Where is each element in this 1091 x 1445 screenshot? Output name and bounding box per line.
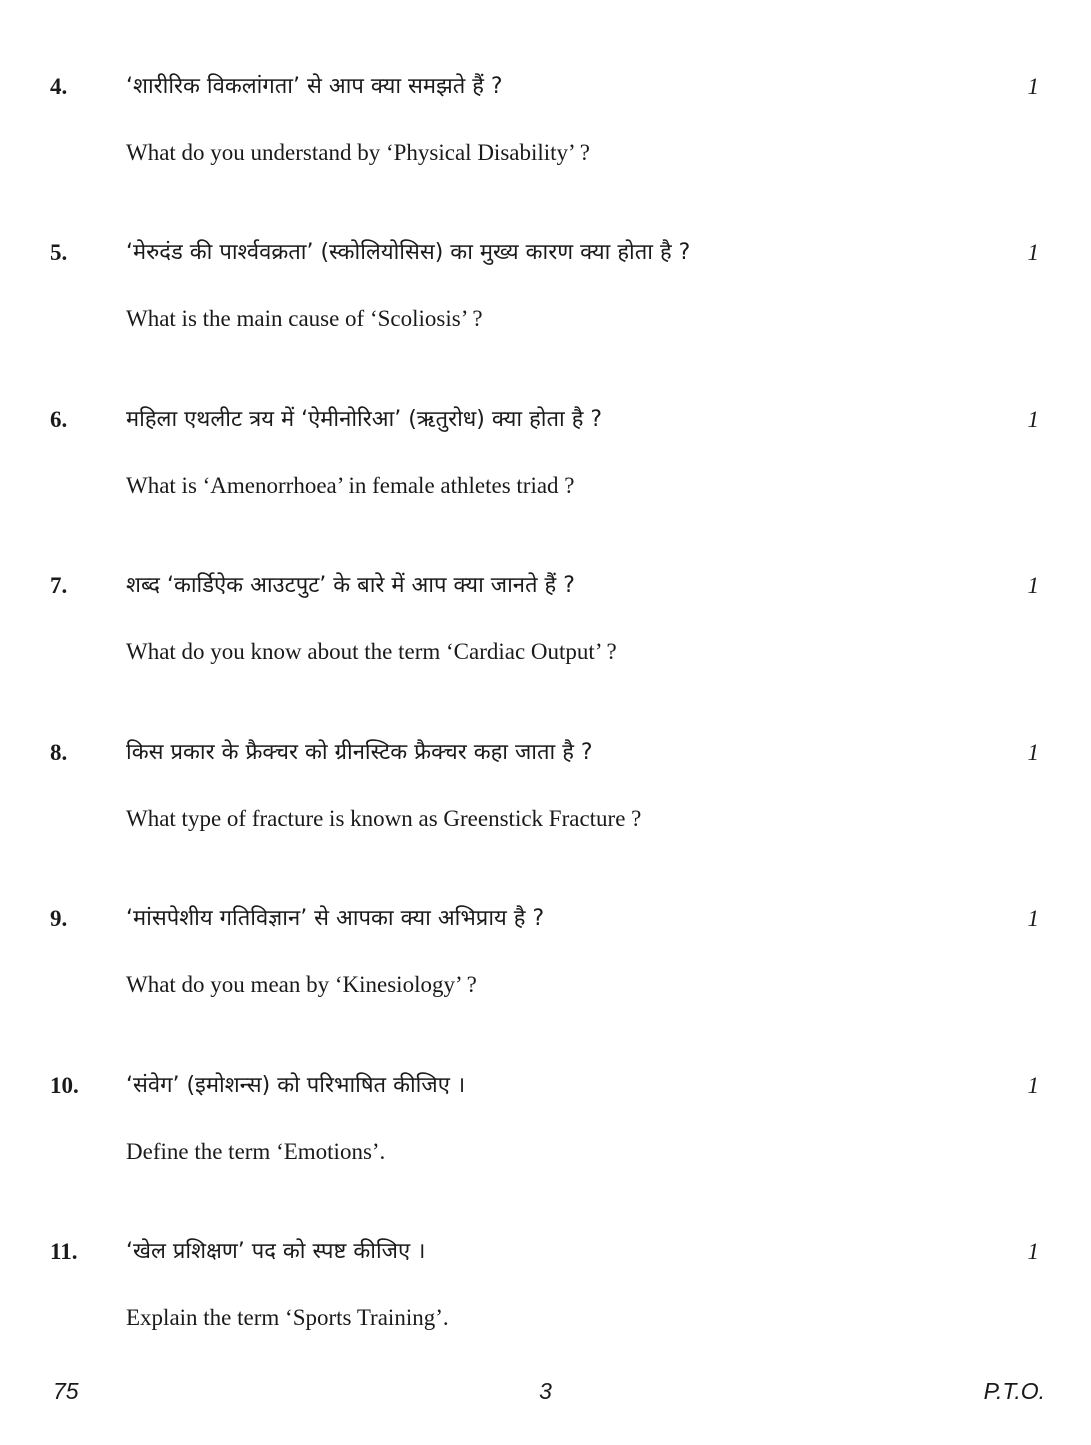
page-number: 3 bbox=[539, 1378, 552, 1404]
question-text-english: What do you understand by ‘Physical Disability’ ? bbox=[126, 140, 590, 165]
question-text-hindi: ‘संवेग’ (इमोशन्स) को परिभाषित कीजिए । bbox=[126, 1073, 466, 1098]
question-marks: 1 bbox=[1027, 1073, 1039, 1098]
question-text-hindi: ‘मेरुदंड की पार्श्ववक्रता’ (स्कोलियोसिस) का मुख्य कारण क्या होता है ? bbox=[126, 240, 691, 265]
question-marks: 1 bbox=[1027, 1239, 1039, 1264]
question-text-hindi: किस प्रकार के फ्रैक्चर को ग्रीनस्टिक फ्रैक्चर कहा जाता है ? bbox=[126, 740, 593, 765]
question-text-hindi: शब्द ‘कार्डिऐक आउटपुट’ के बारे में आप क्या जानते हैं ? bbox=[126, 573, 575, 598]
question-number: 4. bbox=[50, 74, 68, 99]
question-text-english: What do you mean by ‘Kinesiology’ ? bbox=[126, 972, 477, 997]
question-text-english: Explain the term ‘Sports Training’. bbox=[126, 1305, 449, 1330]
question-number: 7. bbox=[50, 573, 68, 598]
question-marks: 1 bbox=[1027, 240, 1039, 265]
question-text-hindi: महिला एथलीट त्रय में ‘ऐमीनोरिआ’ (ऋतुरोध) क्या होता है ? bbox=[126, 407, 603, 432]
question-10 bbox=[0, 1071, 1091, 1191]
question-number: 8. bbox=[50, 740, 68, 765]
question-text-english: What do you know about the term ‘Cardiac Output’ ? bbox=[126, 639, 617, 664]
question-marks: 1 bbox=[1027, 740, 1039, 765]
question-6 bbox=[0, 405, 1091, 525]
question-number: 9. bbox=[50, 906, 68, 931]
question-number: 5. bbox=[50, 240, 68, 265]
question-text-english: What is ‘Amenorrhoea’ in female athletes triad ? bbox=[126, 473, 575, 498]
question-text-hindi: ‘मांसपेशीय गतिविज्ञान’ से आपका क्या अभिप्राय है ? bbox=[126, 906, 545, 931]
paper-code: 75 bbox=[53, 1378, 79, 1404]
question-text-english: What is the main cause of ‘Scoliosis’ ? bbox=[126, 306, 483, 331]
question-marks: 1 bbox=[1027, 906, 1039, 931]
question-7 bbox=[0, 571, 1091, 691]
question-text-hindi: ‘खेल प्रशिक्षण’ पद को स्पष्ट कीजिए । bbox=[126, 1239, 426, 1264]
question-marks: 1 bbox=[1027, 74, 1039, 99]
question-number: 11. bbox=[50, 1239, 78, 1264]
question-marks: 1 bbox=[1027, 407, 1039, 432]
question-5 bbox=[0, 238, 1091, 358]
please-turn-over: P.T.O. bbox=[983, 1378, 1045, 1404]
question-marks: 1 bbox=[1027, 573, 1039, 598]
question-text-hindi: ‘शारीरिक विकलांगता’ से आप क्या समझते हैं ? bbox=[126, 74, 503, 99]
question-number: 6. bbox=[50, 407, 68, 432]
question-number: 10. bbox=[50, 1073, 79, 1098]
question-text-english: Define the term ‘Emotions’. bbox=[126, 1139, 386, 1164]
question-11 bbox=[0, 1237, 1091, 1357]
question-text-english: What type of fracture is known as Greenstick Fracture ? bbox=[126, 806, 642, 831]
question-8 bbox=[0, 738, 1091, 858]
question-9 bbox=[0, 904, 1091, 1024]
question-4 bbox=[0, 72, 1091, 192]
